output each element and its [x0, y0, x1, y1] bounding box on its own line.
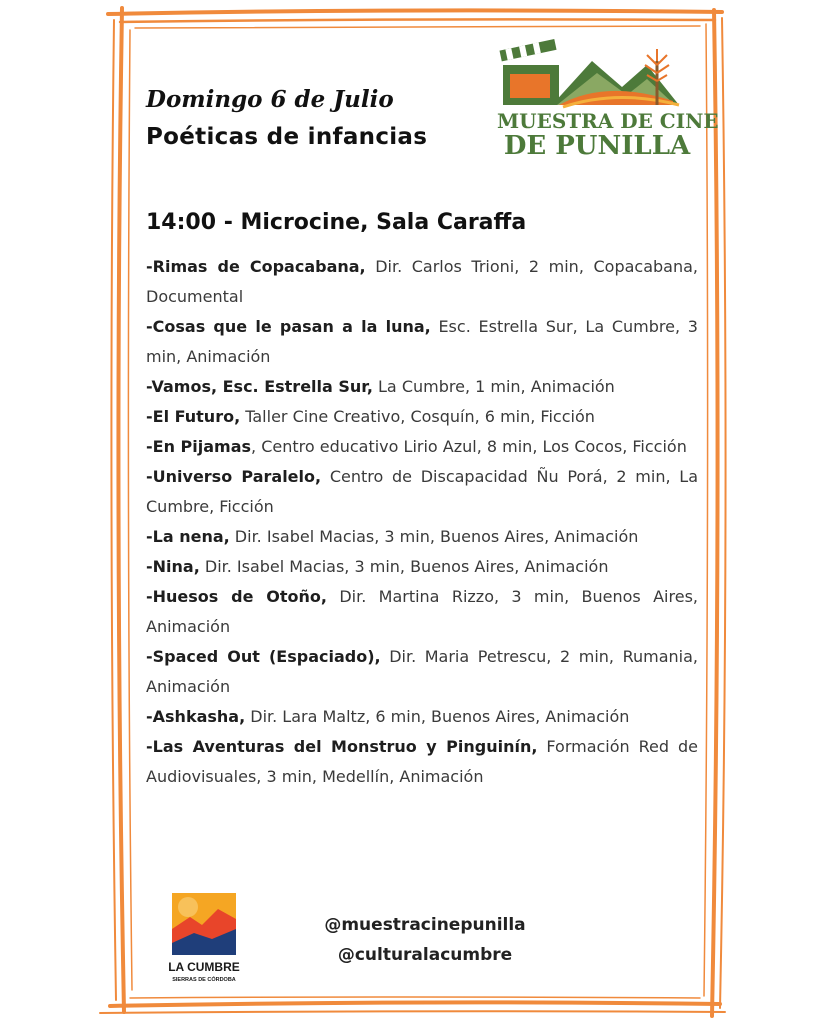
film-entry	[146, 402, 698, 432]
film-details: Dir. Lara Maltz, 6 min, Buenos Aires, Animación	[245, 707, 630, 726]
film-title: -Spaced Out (Espaciado),	[146, 647, 381, 666]
film-details: Dir. Isabel Macias, 3 min, Buenos Aires, Animación	[229, 527, 639, 546]
social-handles	[310, 910, 540, 970]
film-title: -La nena,	[146, 527, 230, 546]
la-cumbre-wordmark: LA CUMBRE	[168, 960, 240, 974]
film-entry	[146, 702, 698, 732]
la-cumbre-tagline: SIERRAS DE CÓRDOBA	[172, 977, 236, 983]
logo-line-2: DE PUNILLA	[503, 131, 691, 161]
film-details: Centro de Discapacidad Ñu Porá, 2 min, La Cumbre, Ficción	[146, 467, 699, 516]
event-date: Domingo 6 de Julio	[146, 86, 394, 113]
film-title: -Huesos de Otoño,	[146, 587, 327, 606]
handle-culturalacumbre[interactable]: @culturalacumbre	[337, 945, 513, 965]
film-entry	[146, 372, 698, 402]
film-details: Dir. Carlos Trioni, 2 min, Copacabana, Documental	[146, 257, 698, 306]
film-entry	[146, 642, 698, 702]
film-details: Formación Red de Audiovisuales, 3 min, Medellín, Animación	[146, 737, 699, 786]
event-subtitle: Poéticas de infancias	[146, 124, 428, 150]
festival-logo-graphic	[497, 35, 687, 113]
film-entry	[146, 432, 698, 462]
film-entry	[146, 552, 698, 582]
film-details: Dir. Isabel Macias, 3 min, Buenos Aires, Animación	[199, 557, 609, 576]
film-title: -Rimas de Copacabana,	[146, 257, 366, 276]
film-title: -Las Aventuras del Monstruo y Pinguinín,	[146, 737, 538, 756]
film-title: -El Futuro,	[146, 407, 241, 426]
la-cumbre-logo	[168, 889, 240, 985]
film-details: La Cumbre, 1 min, Animación	[372, 377, 615, 396]
film-details: Esc. Estrella Sur, La Cumbre, 3 min, Animación	[146, 317, 698, 366]
film-title: -Cosas que le pasan a la luna,	[146, 317, 431, 336]
festival-logo	[497, 35, 719, 161]
film-entry	[146, 582, 698, 642]
handle-muestracinepunilla[interactable]: @muestracinepunilla	[324, 915, 526, 935]
film-entry	[146, 462, 698, 522]
film-entry	[146, 252, 698, 312]
logo-line-1: MUESTRA DE CINE	[497, 109, 719, 133]
film-details: , Centro educativo Lirio Azul, 8 min, Los Cocos, Ficción	[251, 437, 687, 456]
film-details: Dir. Martina Rizzo, 3 min, Buenos Aires, Animación	[146, 587, 698, 636]
film-program-list	[146, 252, 698, 792]
film-title: -Ashkasha,	[146, 707, 246, 726]
film-entry	[146, 312, 698, 372]
film-entry	[146, 522, 698, 552]
film-title: -Vamos, Esc. Estrella Sur,	[146, 377, 373, 396]
film-details: Taller Cine Creativo, Cosquín, 6 min, Ficción	[240, 407, 595, 426]
film-entry	[146, 732, 698, 792]
film-title: -Nina,	[146, 557, 200, 576]
film-details: Dir. Maria Petrescu, 2 min, Rumania, Animación	[146, 647, 698, 696]
film-title: -Universo Paralelo,	[146, 467, 322, 486]
session-heading: 14:00 - Microcine, Sala Caraffa	[146, 210, 527, 235]
film-title: -En Pijamas	[146, 437, 252, 456]
